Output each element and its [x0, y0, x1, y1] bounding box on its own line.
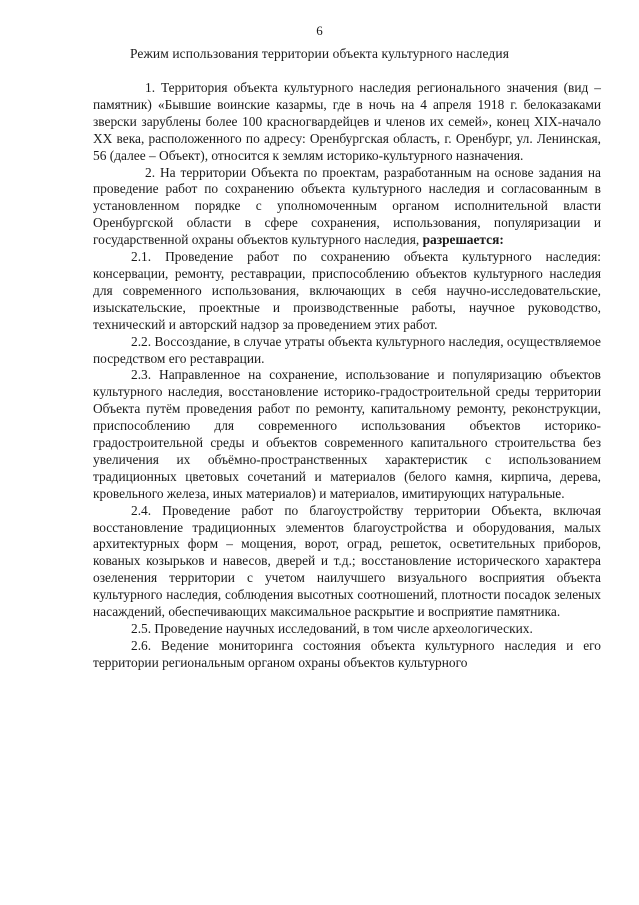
paragraph-2: 2. На территории Объекта по проектам, разработанным на основе задания на проведение работ по сохранению объекта культурного наследия и согласованным в установленном порядке с уполномоченным органом исполнительной власти Оренбургской области в сфере сохранения, использования, популяризации и государственной охраны объектов культурного наследия, разрешается:	[93, 164, 601, 248]
paragraph-2-6: 2.6. Ведение мониторинга состояния объекта культурного наследия и его территории региональным органом охраны объектов культурного	[93, 637, 601, 670]
paragraph-2-5: 2.5. Проведение научных исследований, в том числе археологических.	[131, 621, 533, 636]
paragraph-2-2: 2.2. Воссоздание, в случае утраты объекта культурного наследия, осуществляемое посредством его реставрации.	[93, 333, 601, 366]
paragraph-2-4: 2.4. Проведение работ по благоустройству территории Объекта, включая восстановление традиционных элементов благоустройства и оборудования, малых архитектурных форм – мощения, ворот, оград, решеток, осветительных приборов, кованых козырьков и навесов, дверей и т.д.; восстановление исторического характера озеленения территории с учетом наилучшего визуального восприятия объекта культурного наследия, соблюдения высотных соотношений, плотности посадок зеленых насаждений, обеспечивающих максимальное раскрытие и восприятие памятника.	[93, 502, 601, 620]
document-body	[93, 80, 601, 672]
paragraph-1: 1. Территория объекта культурного наследия регионального значения (вид – памятник) «Бывшие воинские казармы, где в ночь на 4 апреля 1918 г. белоказаками зверски зарублены более 100 красногвардейцев и членов их семей», конец XIX-начало XX века, расположенного по адресу: Оренбургская область, г. Оренбург, ул. Ленинская, 56 (далее – Объект), относится к землям историко-культурного назначения.	[93, 80, 601, 163]
paragraph-2-1: 2.1. Проведение работ по сохранению объекта культурного наследия: консервации, ремонту, реставрации, приспособлению объектов культурного наследия для современного использования, включающих в себя научно-исследовательские, изыскательские, проектные и производственные работы, научное руководство, технический и авторский надзор за проведением этих работ.	[93, 249, 601, 332]
paragraph-2-3: 2.3. Направленное на сохранение, использование и популяризацию объектов культурного наследия, восстановление историко-градостроительной среды территории Объекта путём проведения работ по ремонту, капитальному ремонту, реконструкции, приспособлению для современного использования объектов историко-градостроительной среды и объектов современного капитального строительства без увеличения их объёмно-пространственных характеристик с использованием традиционных цветовых сочетаний и материалов (белого камня, кирпича, дерева, кровельного железа, иных материалов) и материалов, имитирующих натуральные.	[93, 367, 601, 501]
bold-permitted-label: разрешается:	[422, 232, 504, 248]
page-title: Режим использования территории объекта культурного наследия	[129, 46, 510, 61]
page-number: 6	[316, 23, 323, 38]
